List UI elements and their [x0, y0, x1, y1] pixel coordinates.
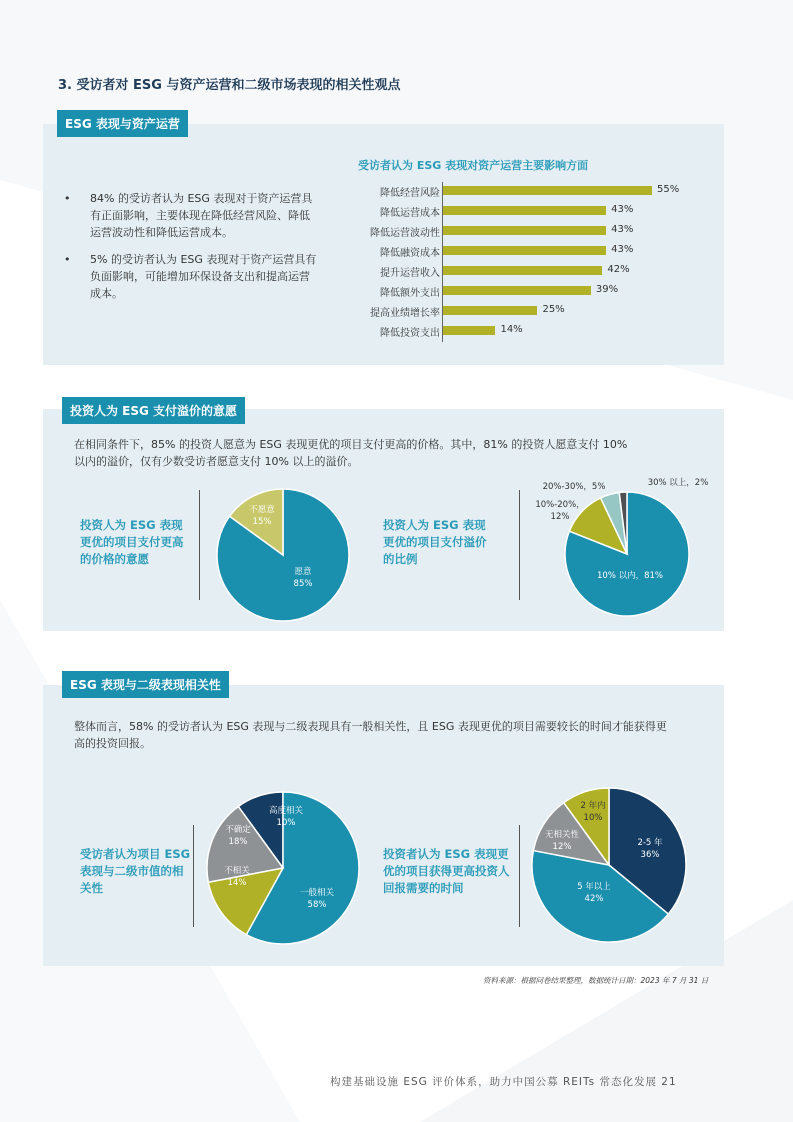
divider: [199, 490, 200, 600]
bar: [442, 286, 591, 295]
pie-slice-label: 12%: [550, 512, 570, 522]
pie3-label: 受访者认为项目 ESG 表现与二级市值的相关性: [80, 847, 191, 895]
pie-slice-label: 愿意: [294, 567, 312, 577]
pie-slice-label: 10%-20%，: [535, 500, 585, 510]
pie-willingness: [210, 480, 360, 630]
divider: [519, 825, 520, 927]
bar-value-label: 43%: [611, 224, 634, 235]
tag-secondary-correlation: ESG 表现与二级表现相关性: [62, 671, 229, 698]
bar-value-label: 43%: [611, 204, 634, 215]
bar: [442, 246, 606, 255]
pie-slice-label: 高度相关: [268, 806, 304, 816]
pie-slice-label: 10%: [583, 813, 603, 823]
bar: [442, 186, 652, 195]
correlation-text: 整体而言，58% 的受访者认为 ESG 表现与二级表现具有一般相关性，且 ESG 表现更优的项目需要较长的时间才能获得更高的投资回报。: [74, 720, 667, 750]
bar-value-label: 25%: [542, 304, 565, 315]
bar-label: 降低运营成本: [380, 208, 440, 219]
pie-slice-label: 5 年以上: [577, 882, 611, 892]
bullet-item: • 84% 的受访者认为 ESG 表现对于资产运营具有正面影响，主要体现在降低经营风险、降低运营波动性和降低运营成本。: [64, 190, 319, 241]
bullet-item: • 5% 的受访者认为 ESG 表现对于资产运营具有负面影响，可能增加环保设备支出和提高运营成本。: [64, 251, 319, 302]
bar-axis: [442, 182, 443, 342]
page-footer: 构建基础设施 ESG 评价体系，助力中国公募 REITs 常态化发展 21: [330, 1076, 677, 1088]
divider: [519, 490, 520, 600]
pie-slice-label: 42%: [584, 894, 604, 904]
pie-slice-label: 不相关: [224, 866, 250, 876]
source-note: 资料来源：根据问卷结果整理，数据统计日期：2023 年 7 月 31 日: [483, 976, 709, 985]
bar: [442, 226, 606, 235]
bar-chart: [340, 182, 700, 344]
pie-slice-label: 14%: [227, 878, 247, 888]
bar-label: 降低融资成本: [380, 248, 440, 259]
pie4-label: 投资者认为 ESG 表现更优的项目获得更高投资人回报需要的时间: [383, 847, 510, 895]
pie2-label: 投资人为 ESG 表现更优的项目支付溢价的比例: [383, 518, 487, 566]
bar: [442, 326, 495, 335]
bar-label: 提升运营收入: [380, 268, 440, 279]
pie-slice-label: 36%: [640, 850, 660, 860]
pie-slice-label: 30% 以上，2%: [647, 478, 709, 488]
bar-label: 降低经营风险: [380, 188, 440, 199]
pie-slice-label: 10%: [276, 818, 296, 828]
pie-slice-label: 10% 以内，81%: [597, 571, 663, 581]
section-title: 3. 受访者对 ESG 与资产运营和二级市场表现的相关性观点: [58, 78, 401, 93]
bar: [442, 206, 606, 215]
pie-slice-label: 12%: [552, 842, 572, 852]
premium-text: 在相同条件下，85% 的投资人愿意为 ESG 表现更优的项目支付更高的价格。其中，81% 的投资人愿意支付 10% 以内的溢价，仅有少数受访者愿意支付 10% 以上的溢价。: [74, 438, 628, 468]
bar: [442, 306, 537, 315]
bar-value-label: 14%: [500, 324, 523, 335]
pie-slice-label: 2 年内: [580, 801, 606, 811]
pie-slice-label: 18%: [228, 837, 248, 847]
pie1-label: 投资人为 ESG 表现更优的项目支付更高的价格的意愿: [80, 518, 184, 566]
pie-slice-label: 无相关性: [544, 830, 580, 840]
pie-slice-label: 15%: [252, 517, 272, 527]
bar-value-label: 55%: [657, 184, 680, 195]
divider: [193, 825, 194, 927]
bar-label: 提高业绩增长率: [370, 308, 440, 319]
pie-slice-label: 85%: [293, 579, 313, 589]
bullet-list: [64, 190, 319, 312]
bar-label: 降低额外支出: [380, 288, 440, 299]
pie-slice-label: 不愿意: [249, 505, 275, 515]
bar-label: 降低运营波动性: [370, 228, 440, 239]
pie-slice-label: 一般相关: [299, 888, 335, 898]
pie-slice-label: 20%-30%，5%: [542, 482, 606, 492]
bar: [442, 266, 602, 275]
bar-label: 降低投资支出: [380, 328, 440, 339]
tag-asset-operation: ESG 表现与资产运营: [57, 110, 188, 137]
pie-return-time: [524, 783, 694, 948]
bar-value-label: 39%: [595, 284, 619, 295]
pie-slice-label: 58%: [307, 900, 327, 910]
bar-value-label: 42%: [607, 264, 630, 275]
bar-chart-title: 受访者认为 ESG 表现对资产运营主要影响方面: [358, 159, 589, 172]
pie-slice-label: 2-5 年: [637, 838, 663, 848]
pie-slice-label: 不确定: [225, 825, 251, 835]
tag-premium-willingness: 投资人为 ESG 支付溢价的意愿: [62, 397, 245, 424]
pie-correlation: [200, 783, 370, 948]
pie-premium-ratio: [530, 472, 710, 627]
bar-value-label: 43%: [611, 244, 634, 255]
